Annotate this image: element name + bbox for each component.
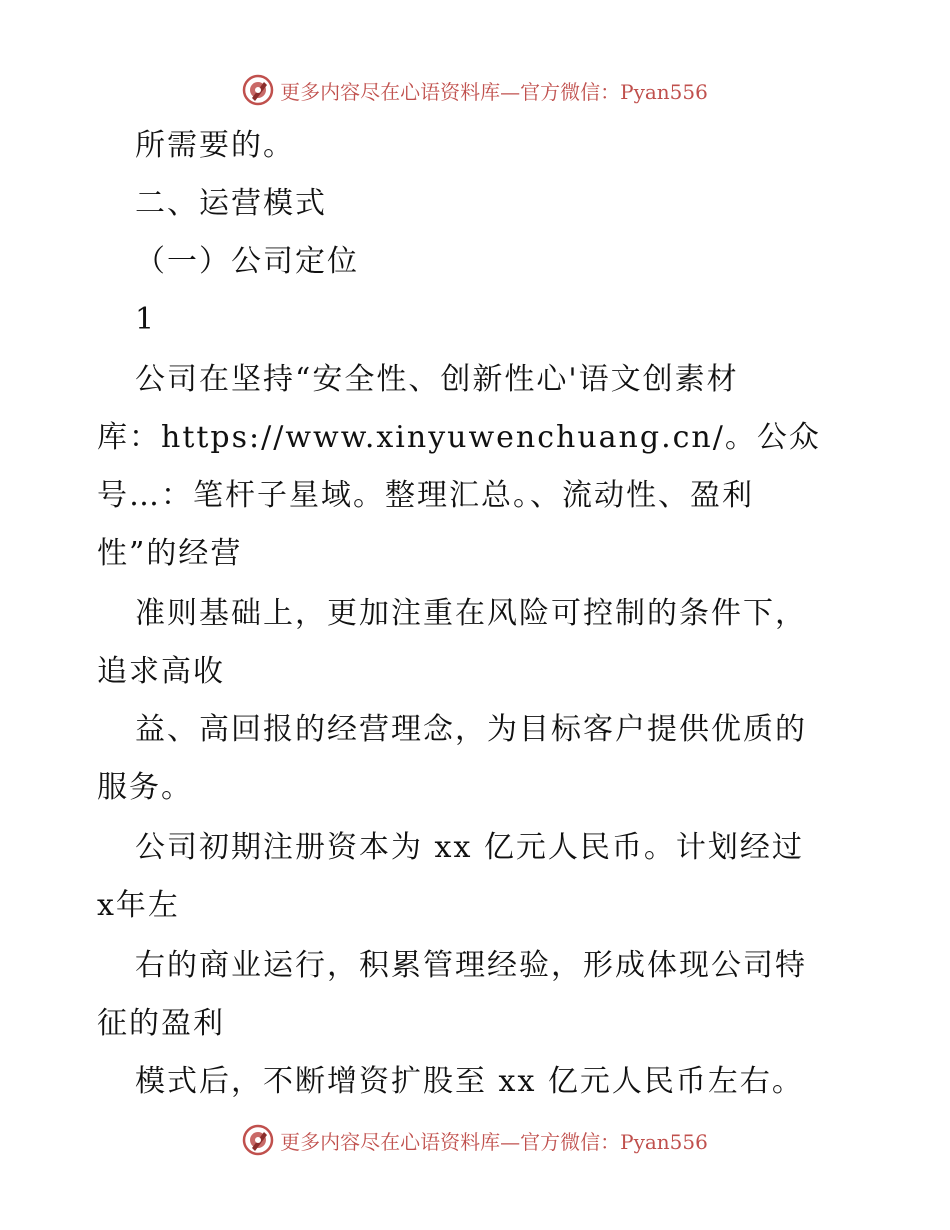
paragraph-line: 征的盈利: [97, 1006, 225, 1041]
paragraph-line: 公司在坚持“安全性、创新性心'语文创素材: [135, 362, 739, 397]
paragraph-line: 库：https://www.xinyuwenchuang.cn/。公众: [97, 420, 821, 455]
paragraph-line: 号…：笔杆子星域。整理汇总。、流动性、盈利: [97, 478, 754, 513]
paragraph-line: 性”的经营: [97, 536, 243, 571]
pen-logo-icon: [242, 1124, 274, 1156]
paragraph-line: 模式后，不断增资扩股至 xx 亿元人民币左右。: [135, 1064, 804, 1099]
subsection-heading: （一）公司定位: [135, 244, 359, 279]
paragraph-line: 服务。: [97, 770, 193, 805]
paragraph-line: 公司初期注册资本为 xx 亿元人民币。计划经过: [135, 830, 804, 865]
footer-watermark-text: 更多内容尽在心语资料库—官方微信：Pyan556: [280, 1129, 708, 1154]
paragraph-line: 准则基础上，更加注重在风险可控制的条件下，: [135, 596, 807, 631]
paragraph-line: 益、高回报的经营理念，为目标客户提供优质的: [135, 712, 807, 747]
footer-watermark-banner: [0, 1120, 950, 1160]
paragraph-line: 所需要的。: [135, 128, 295, 163]
section-heading: 二、运营模式: [135, 186, 327, 221]
paragraph-line: x年左: [97, 888, 180, 923]
paragraph-line: 追求高收: [97, 654, 225, 689]
header-watermark-banner: [0, 70, 950, 110]
pen-logo-icon: [242, 74, 274, 106]
header-watermark-text: 更多内容尽在心语资料库—官方微信：Pyan556: [280, 79, 708, 104]
list-number: 1: [135, 302, 157, 337]
paragraph-line: 右的商业运行，积累管理经验，形成体现公司特: [135, 948, 807, 983]
